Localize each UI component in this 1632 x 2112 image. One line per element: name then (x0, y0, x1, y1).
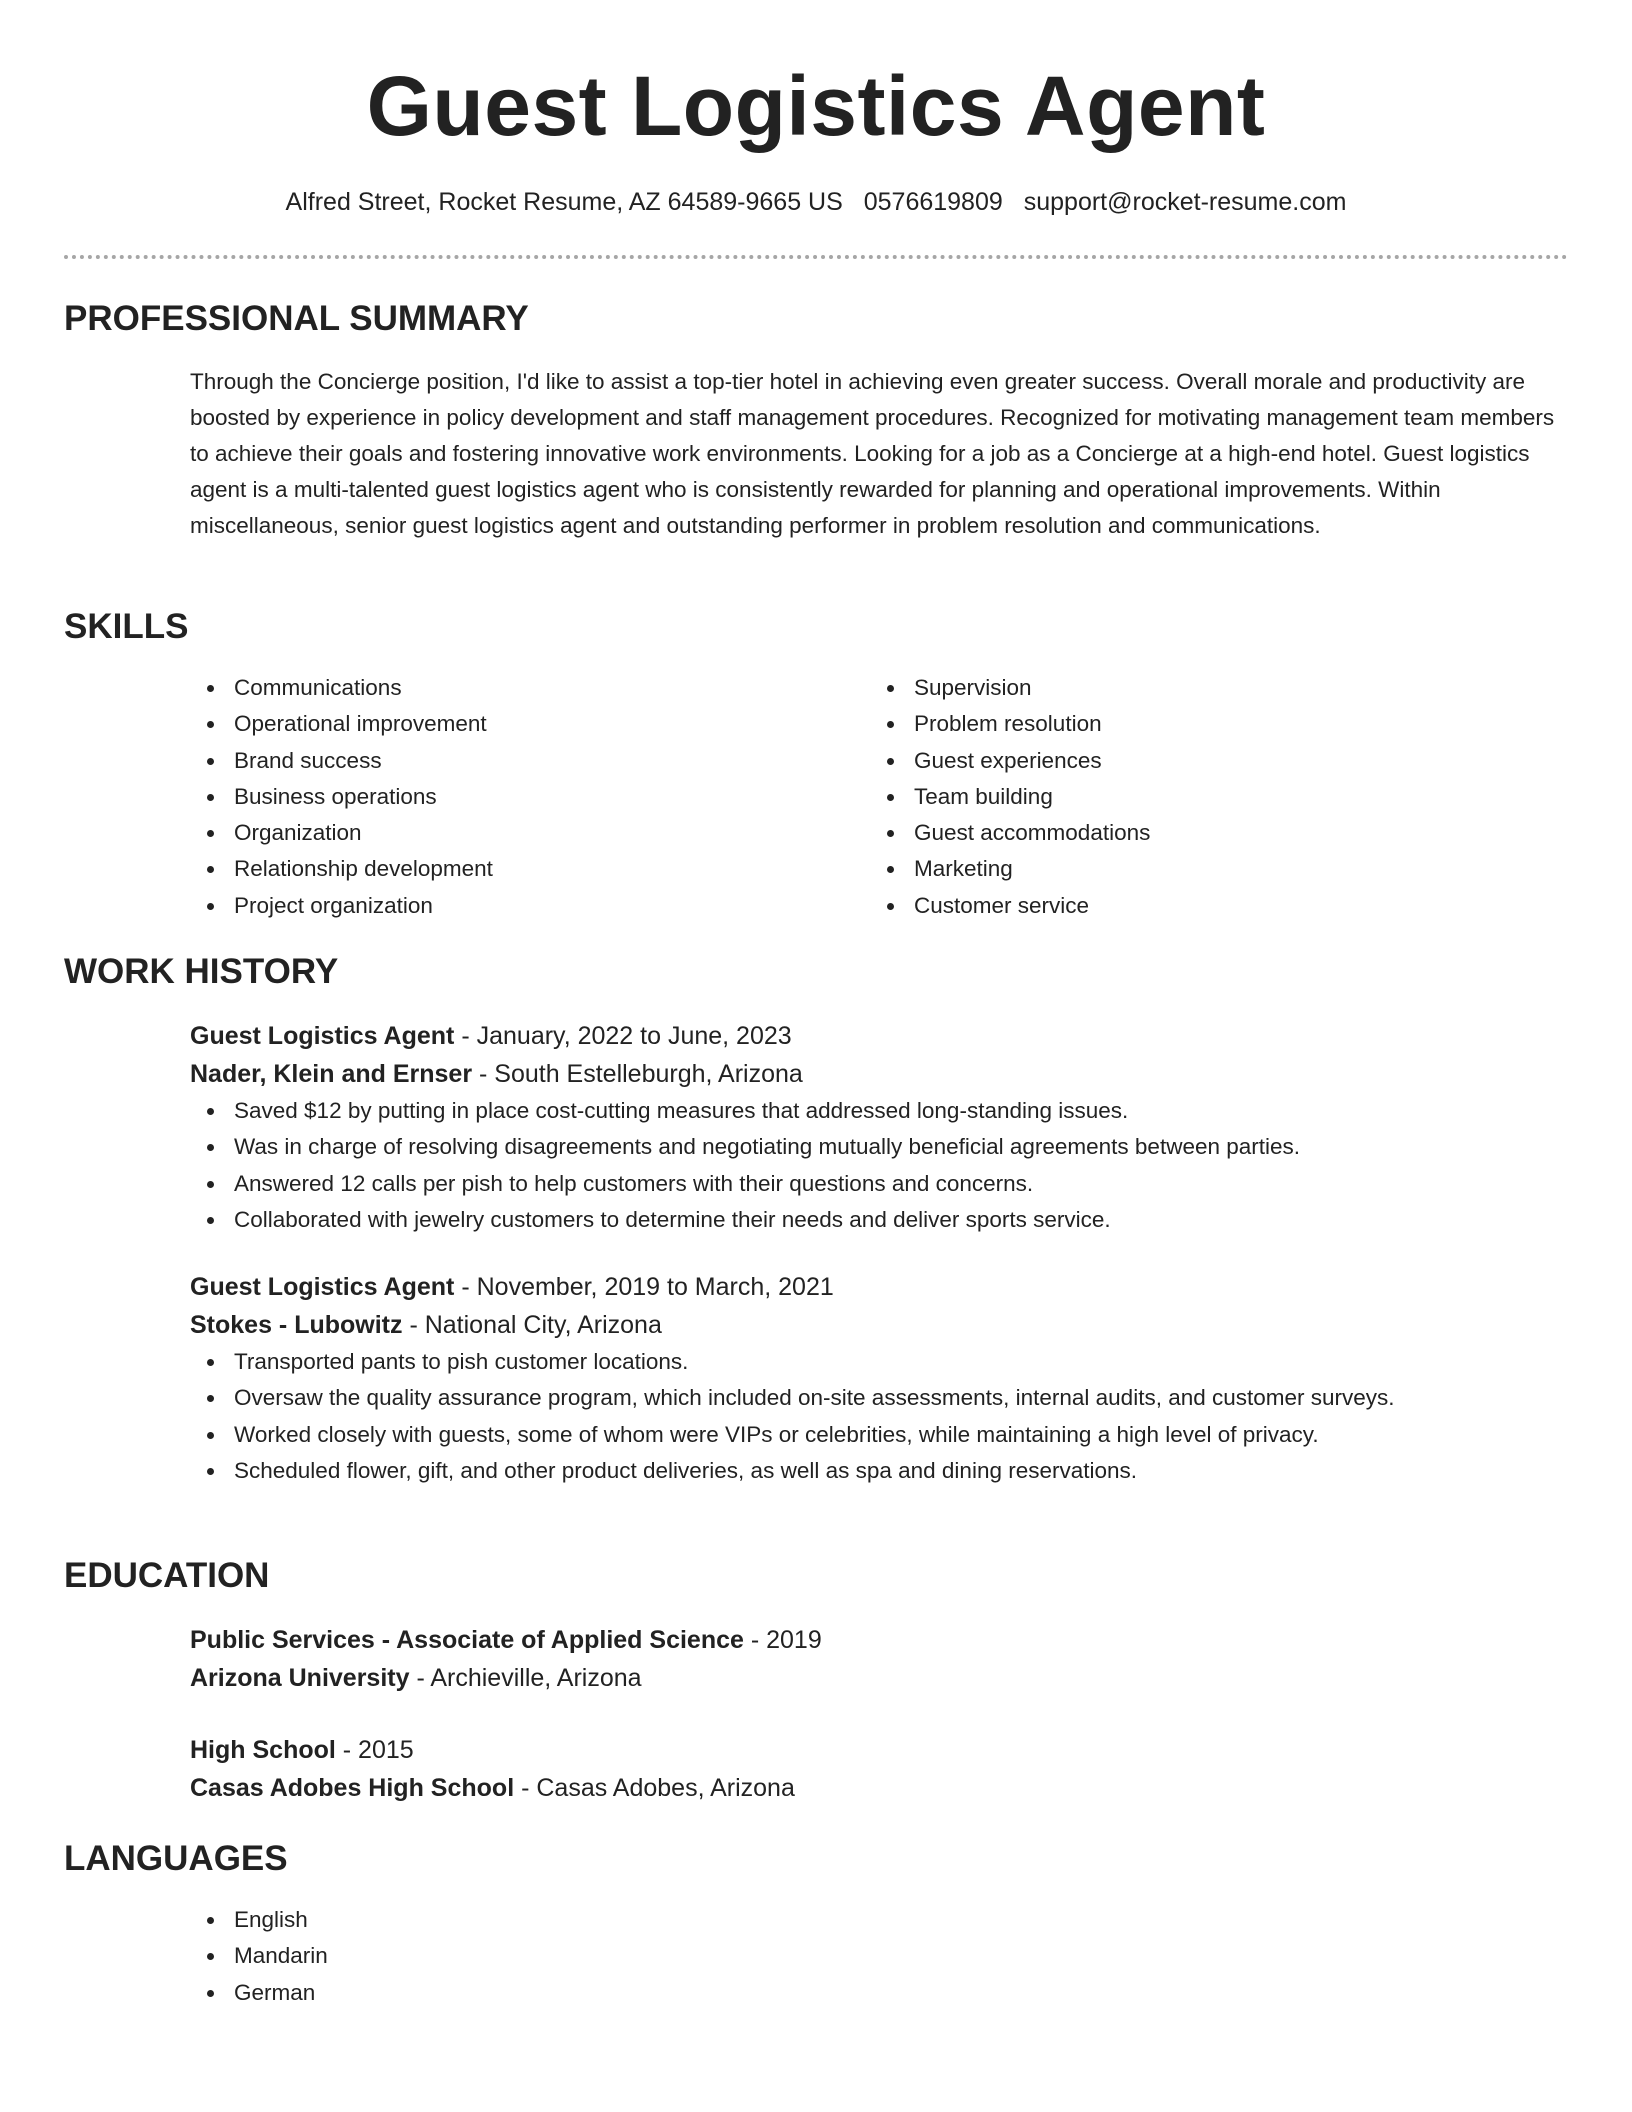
education-year: - 2015 (335, 1736, 414, 1764)
job-bullet: Scheduled flower, gift, and other product deliveries, as well as spa and dining reservations. (190, 1453, 1568, 1489)
job-entry (190, 1268, 1568, 1344)
language-item: Mandarin (190, 1938, 1568, 1974)
skill-item: Supervision (870, 670, 1550, 706)
skill-item: Business operations (190, 779, 870, 815)
skills-list-left (190, 670, 870, 924)
education-degree: Public Services - Associate of Applied Science (190, 1626, 744, 1654)
job-bullet: Oversaw the quality assurance program, which included on-site assessments, internal audits, and customer surveys. (190, 1380, 1568, 1416)
job-company: Nader, Klein and Ernser (190, 1060, 473, 1088)
skill-item: Organization (190, 815, 870, 851)
summary-section (64, 298, 1568, 544)
education-school-line (190, 1769, 1568, 1807)
languages-list (190, 1902, 1568, 2011)
job-title: Guest Logistics Agent (190, 1022, 455, 1050)
summary-text: Through the Concierge position, I'd like to assist a top-tier hotel in achieving even greater success. Overall morale and productivity are boosted by experience in policy development and staff management procedures. Recognized for motivating management team members to achieve their goals and fostering innovative work environments. Looking for a job as a Concierge at a high-end hotel. Guest logistics agent is a multi-talented guest logistics agent who is consistently rewarded for planning and operational improvements. Within miscellaneous, senior guest logistics agent and outstanding performer in problem resolution and communications. (190, 369, 1555, 538)
job-bullet: Saved $12 by putting in place cost-cutting measures that addressed long-standing issues. (190, 1093, 1568, 1129)
resume-page (64, 0, 1568, 2005)
education-school-line (190, 1659, 1568, 1697)
contact-phone: 0576619809 (863, 188, 1003, 216)
education-degree-line (190, 1621, 1568, 1659)
contact-address: Alfred Street, Rocket Resume, AZ 64589-9665 US (285, 188, 843, 216)
skills-list-right (870, 670, 1550, 924)
education-location: - Casas Adobes, Arizona (514, 1774, 795, 1802)
job-bullet: Collaborated with jewelry customers to determine their needs and deliver sports service. (190, 1202, 1568, 1238)
resume-name: Guest Logistics Agent (366, 59, 1266, 153)
education-section (64, 1555, 1568, 1807)
job-bullet: Transported pants to pish customer locations. (190, 1344, 1568, 1380)
contact-line (64, 186, 1568, 218)
skill-item: Relationship development (190, 851, 870, 887)
education-entry (190, 1621, 1568, 1697)
skill-item: Communications (190, 670, 870, 706)
job-location: - National City, Arizona (402, 1311, 662, 1340)
job-company-line (190, 1306, 1568, 1344)
job-bullet: Was in charge of resolving disagreements and negotiating mutually beneficial agreements between parties. (190, 1129, 1568, 1165)
education-degree-line (190, 1731, 1568, 1769)
skill-item: Team building (870, 779, 1550, 815)
header-divider (64, 255, 1568, 259)
skill-item: Brand success (190, 743, 870, 779)
languages-heading: LANGUAGES (64, 1839, 288, 1878)
languages-section (64, 1838, 1568, 2011)
education-school: Casas Adobes High School (190, 1774, 515, 1802)
contact-email: support@rocket-resume.com (1023, 188, 1347, 216)
job-bullet: Worked closely with guests, some of whom were VIPs or celebrities, while maintaining a high level of privacy. (190, 1417, 1568, 1453)
job-bullet: Answered 12 calls per pish to help customers with their questions and concerns. (190, 1166, 1568, 1202)
job-title: Guest Logistics Agent (190, 1273, 455, 1302)
job-dates: - January, 2022 to June, 2023 (454, 1022, 792, 1050)
education-location: - Archieville, Arizona (409, 1664, 642, 1692)
education-year: - 2019 (743, 1626, 822, 1654)
skill-item: Operational improvement (190, 706, 870, 742)
job-location: - South Estelleburgh, Arizona (472, 1060, 803, 1088)
job-dates: - November, 2019 to March, 2021 (454, 1273, 834, 1302)
job-bullets (190, 1093, 1568, 1238)
skill-item: Guest experiences (870, 743, 1550, 779)
skills-columns (190, 670, 1568, 924)
education-heading: EDUCATION (64, 1556, 270, 1595)
skills-heading: SKILLS (64, 607, 189, 646)
skill-item: Marketing (870, 851, 1550, 887)
language-item: English (190, 1902, 1568, 1938)
job-entry (190, 1017, 1568, 1093)
work-heading: WORK HISTORY (64, 952, 339, 991)
job-title-line (190, 1268, 1568, 1306)
job-company-line (190, 1055, 1568, 1093)
job-bullets (190, 1344, 1568, 1489)
work-history-section (64, 951, 1568, 1489)
education-degree: High School (190, 1736, 336, 1764)
language-item: German (190, 1975, 1568, 2011)
skill-item: Project organization (190, 888, 870, 924)
skill-item: Problem resolution (870, 706, 1550, 742)
skills-section (64, 606, 1568, 924)
education-school: Arizona University (190, 1664, 410, 1692)
job-title-line (190, 1017, 1568, 1055)
education-entry (190, 1731, 1568, 1807)
skill-item: Customer service (870, 888, 1550, 924)
skill-item: Guest accommodations (870, 815, 1550, 851)
summary-heading: PROFESSIONAL SUMMARY (64, 299, 529, 338)
job-company: Stokes - Lubowitz (190, 1311, 403, 1340)
